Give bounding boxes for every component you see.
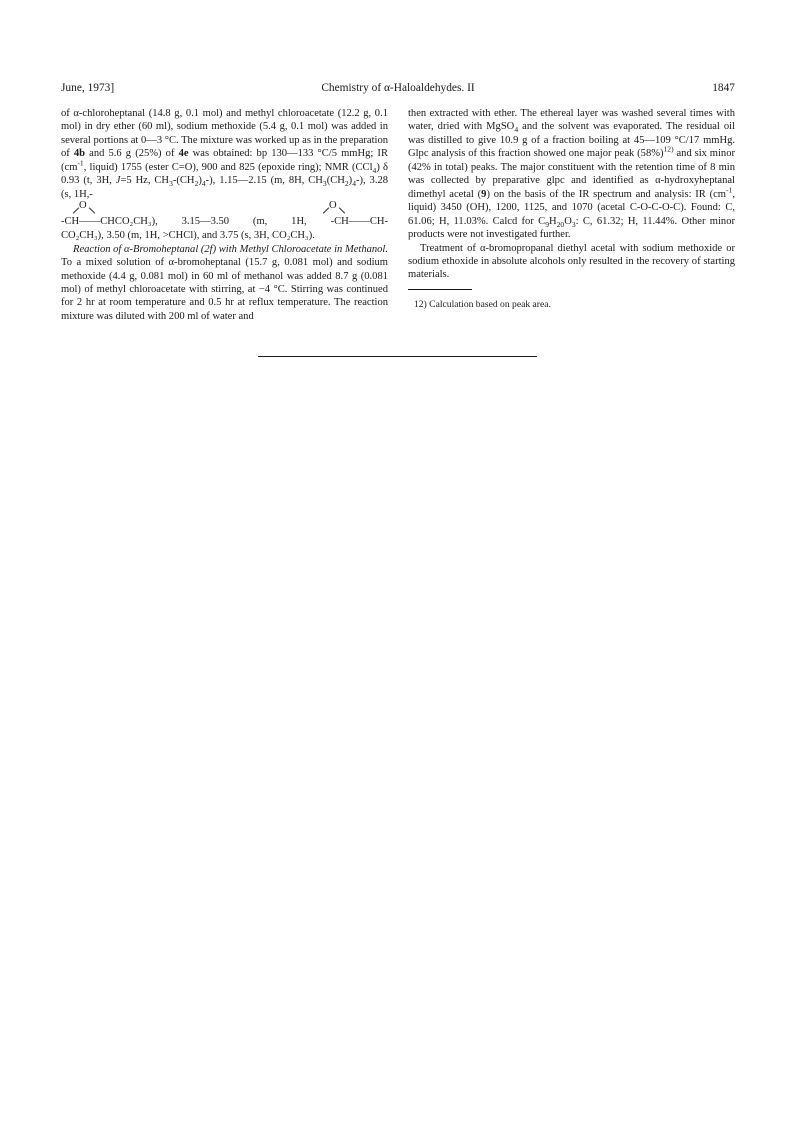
footnote-reference: 12) <box>663 144 674 154</box>
left-paragraph-2: Reaction of α-Bromoheptanal (2f) with Methyl Chloroacetate in Methanol. To a mixed solution of α-bromoheptanal (15.7 g, 0.081 mol) and sodium methoxide (4.4 g, 0.081 mol) in 60 ml of methanol was added 8.7 g (0.081 mol) of methyl chloroacetate with stirring, at −4 °C. Stirring was continued for 2 hr at room temperature and 0.5 hr at reflux temperature. The reaction mixture was diluted with 200 ml of water and <box>61 243 388 322</box>
right-paragraph-2: Treatment of α-bromopropanal diethyl acetal with sodium methoxide or sodium ethoxide in absolute alcohols only resulted in the recovery of starting materials. <box>408 242 735 281</box>
epoxide-oxygen-label: O <box>79 200 87 212</box>
left-paragraph-1-tail: CO₂CH₃), 3.50 (m, 1H, >CHCl), and 3.75 (s, 3H, CO₂CH₃). <box>61 230 315 242</box>
epoxide-formula-text: -CH——CHCO₂CH₃), 3.15—3.50 (m, 1H, -CH——CH- <box>61 216 388 228</box>
right-paragraph-1: then extracted with ether. The ethereal layer was washed several times with water, dried with MgSO$_4$ and the solvent was evaporated. The residual oil was distilled to give 10.9 g of a fraction boiling at 45—109 °C/17 mmHg. Glpc analysis of this fraction showed one major peak $(58\%)^{12)}$ and six minor (42% in total) peaks. The major constituent with the retention time of 8 min was collected by preparative glpc and identified as α-hydroxyheptanal dimethyl acetal (9) on the basis of the IR spectrum and analysis: IR ($cm^{-1}$, liquid) 3450 (OH), 1200, 1125, and 1070 (acetal C-O-C-O-C). Found: C, 61.06; H, 11.03%. Calcd for $C_9H_{20}O_3$: C, 61.32; H, 11.44%. Other minor products were not investigated further. <box>408 108 736 241</box>
left-column <box>61 107 388 323</box>
epoxide-bond <box>89 207 95 213</box>
epoxide-oxygen-label: O <box>329 200 337 212</box>
epoxide-bond <box>339 207 345 213</box>
running-header <box>61 82 735 98</box>
footnote-divider <box>408 289 472 290</box>
footnote: 12) Calculation based on peak area. <box>414 298 551 310</box>
header-journal-title: Chemistry of α-Haloaldehydes. II <box>321 82 475 94</box>
header-date: June, 1973] <box>61 82 115 94</box>
left-paragraph-1: of α-chloroheptanal (14.8 g, 0.1 mol) and methyl chloroacetate (12.2 g, 0.1 mol) in dry ether (60 ml), sodium methoxide (5.4 g, 0.1 mol) was added in several portions at 0—3 °C. The mixture was worked up as in the preparation of 4b and 5.6 g (25%) of 4e was obtained: bp 130—133 °C/5 mmHg; IR ($cm^{-1}$, liquid) 1755 (ester C=O), 900 and 825 (epoxide ring); NMR (CCl$_4$) δ 0.93 (t, 3H, J=5 Hz, $CH_3-(CH_2)_4-$), 1.15—2.15 (m, 8H, $CH_3(CH_2)_4-$), 3.28 (s, 1H,- <box>61 108 388 200</box>
header-page-number: 1847 <box>712 82 735 94</box>
right-column <box>408 107 735 311</box>
epoxide-structure-line <box>61 201 388 229</box>
section-heading: Reaction of α-Bromoheptanal (2f) with Methyl Chloroacetate in Methanol. <box>73 243 388 255</box>
article-end-rule <box>258 356 537 357</box>
